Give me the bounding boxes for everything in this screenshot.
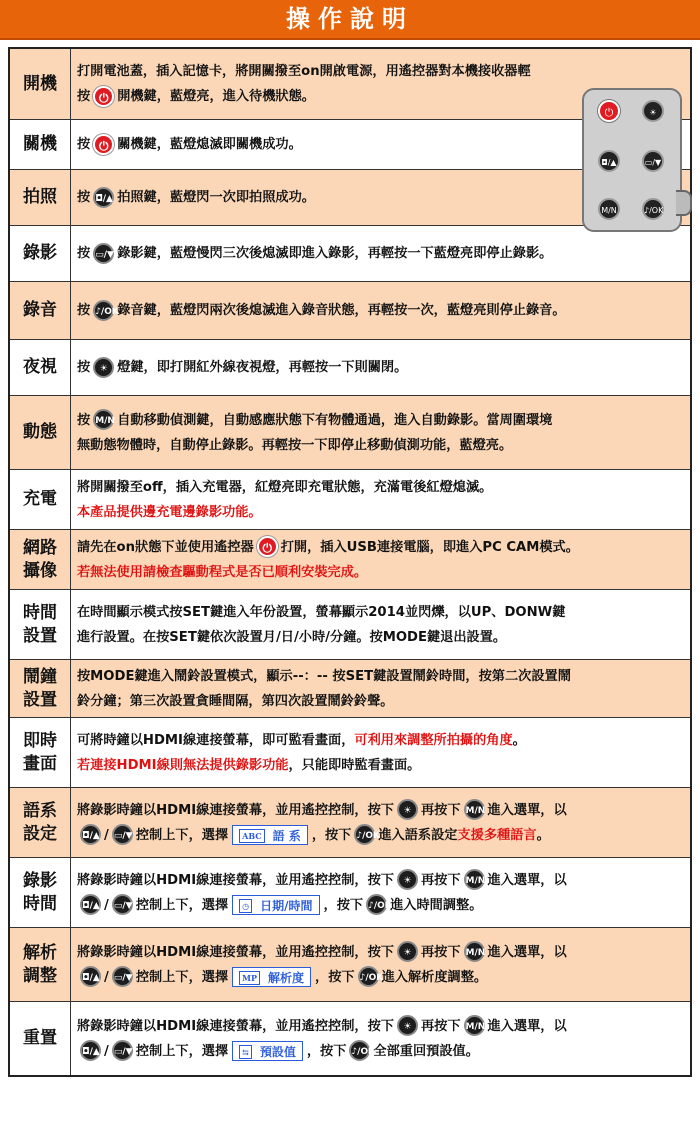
mode-new-icon: M/N <box>464 941 485 962</box>
row-label: 重置 <box>10 1002 71 1075</box>
light-icon: ☀ <box>642 100 664 122</box>
instruction-text: ，只能即時監看畫面。 <box>288 757 421 773</box>
content-line <box>77 689 684 714</box>
table-row <box>10 281 690 339</box>
menu-item-icon: ⇆ <box>239 1045 252 1059</box>
menu-item-label: 預設值 <box>259 1044 296 1059</box>
content-line <box>77 433 684 458</box>
instruction-text: 進入語系設定 <box>378 827 458 843</box>
audio-ok-icon: ♪/OK <box>642 198 664 220</box>
instruction-text: 請先在on狀態下並使用遙控器 <box>77 539 254 555</box>
table-row <box>10 1001 690 1075</box>
content-line <box>77 893 684 918</box>
power-icon: ⏻ <box>257 536 278 557</box>
instruction-text: 將錄影時鐘以HDMI線連接螢幕，並用遙控控制，按下 <box>77 872 394 888</box>
mode-new-icon: M/N <box>93 409 114 430</box>
instruction-text: 開機鍵，藍燈亮，進入待機狀態。 <box>117 89 315 104</box>
video-down-icon: ▭/▼ <box>112 966 133 987</box>
row-label: 時間 設置 <box>10 590 71 659</box>
content-line <box>77 1014 684 1039</box>
row-content <box>71 718 690 787</box>
content-line <box>77 408 684 433</box>
instruction-text: 再按下 <box>420 1018 461 1034</box>
instruction-text: 控制上下，選擇 <box>135 1043 229 1059</box>
instruction-text: ，按下 <box>306 1043 347 1059</box>
instruction-text: 在時間顯示模式按SET鍵進入年份設置，螢幕顯示2014並閃爍，以UP、DONW鍵 <box>77 604 566 620</box>
instruction-text: 進入解析度調整。 <box>381 969 488 985</box>
video-down-icon: ▭/▼ <box>642 150 664 172</box>
audio-ok-icon: ♪/OK <box>349 1040 370 1061</box>
table-row <box>10 469 690 529</box>
table-row <box>10 787 690 857</box>
instruction-text: 進入選單，以 <box>487 1018 567 1034</box>
menu-item-box <box>232 825 308 845</box>
instruction-text: ，按下 <box>315 969 355 985</box>
content-line <box>77 753 684 778</box>
mode-new-icon: M/N <box>464 869 485 890</box>
instruction-text: 控制上下，選擇 <box>135 897 229 913</box>
menu-item-box <box>232 1041 303 1061</box>
table-row <box>10 927 690 1001</box>
warning-text: 可利用來調整所拍攝的角度 <box>354 732 513 748</box>
mode-new-icon: M/N <box>464 799 485 820</box>
instruction-text: 按 <box>77 412 91 428</box>
row-content <box>71 282 690 339</box>
row-content <box>71 226 690 281</box>
row-content <box>71 396 690 469</box>
instruction-text: 鈴分鐘；第三次設置貪睡間隔，第四次設置鬧鈴鈴聲。 <box>77 693 394 709</box>
row-content <box>71 788 690 857</box>
content-line <box>77 940 684 965</box>
photo-up-icon: ◘/▲ <box>80 824 101 845</box>
instruction-text: 進入選單，以 <box>487 944 567 960</box>
menu-item-label: 日期/時間 <box>260 898 313 913</box>
content-line <box>77 798 684 823</box>
menu-item-icon: MP <box>239 971 260 985</box>
content-line <box>77 965 684 990</box>
power-icon: ⏻ <box>93 86 114 107</box>
row-label: 充電 <box>10 470 71 529</box>
title-banner <box>0 0 700 40</box>
light-icon: ☀ <box>397 1015 418 1036</box>
instruction-text: 全部重回預設值。 <box>373 1043 479 1059</box>
instruction-text: 控制上下，選擇 <box>135 969 229 985</box>
instruction-text: 進入時間調整。 <box>390 897 483 913</box>
table-row <box>10 589 690 659</box>
menu-item-label: 解析度 <box>268 970 305 985</box>
remote-lanyard-tab <box>676 190 692 216</box>
instruction-text: 按 <box>77 190 91 205</box>
photo-up-icon: ◘/▲ <box>80 966 101 987</box>
instruction-text: 打開，插入USB連接電腦，即進入PC CAM模式。 <box>280 539 579 555</box>
content-line <box>77 664 684 689</box>
remote-control-image <box>582 88 682 232</box>
table-row <box>10 339 690 395</box>
instruction-text: 按 <box>77 89 91 104</box>
instruction-text: 錄影鍵，藍燈慢閃三次後熄滅即進入錄影，再輕按一下藍燈亮即停止錄影。 <box>117 246 553 261</box>
warning-text: 支援多種語言 <box>457 827 537 843</box>
instruction-text: 將開關撥至off，插入充電器，紅燈亮即充電狀態，充滿電後紅燈熄滅。 <box>77 479 493 495</box>
content-line <box>77 560 684 585</box>
instruction-text: / <box>104 969 109 985</box>
audio-ok-icon: ♪/OK <box>358 966 379 987</box>
warning-text: 若無法使用請檢查驅動程式是否已順利安裝完成。 <box>77 564 368 580</box>
instruction-text: 進行設置。在按SET鍵依次設置月/日/小時/分鐘。按MODE鍵退出設置。 <box>77 629 507 645</box>
row-label: 動態 <box>10 396 71 469</box>
row-label: 關機 <box>10 120 71 169</box>
audio-ok-icon: ♪/OK <box>93 300 114 321</box>
content-line <box>77 868 684 893</box>
video-down-icon: ▭/▼ <box>112 824 133 845</box>
table-row <box>10 717 690 787</box>
row-label: 拍照 <box>10 170 71 225</box>
instruction-text: 再按下 <box>420 872 461 888</box>
content-line <box>77 625 684 650</box>
content-line <box>77 355 684 380</box>
menu-item-box <box>232 967 311 987</box>
row-label: 夜視 <box>10 340 71 395</box>
page-title: 操作說明 <box>286 4 414 33</box>
content-line <box>77 298 684 323</box>
instruction-text: / <box>104 897 109 913</box>
row-content <box>71 470 690 529</box>
menu-item-box <box>232 895 319 915</box>
content-line <box>77 823 684 848</box>
table-row <box>10 225 690 281</box>
instruction-text: 無動態物體時，自動停止錄影。再輕按一下即停止移動偵測功能，藍燈亮。 <box>77 437 513 453</box>
row-label: 網路 攝像 <box>10 530 71 589</box>
instruction-text: 拍照鍵，藍燈閃一次即拍照成功。 <box>117 190 315 205</box>
audio-ok-icon: ♪/OK <box>366 894 387 915</box>
instruction-text: 進入選單，以 <box>487 872 567 888</box>
instruction-text: 可將時鐘以HDMI線連接螢幕，即可監看畫面， <box>77 732 355 748</box>
instruction-text: ，按下 <box>311 827 352 843</box>
table-row <box>10 857 690 927</box>
instruction-text: 將錄影時鐘以HDMI線連接螢幕，並用遙控控制，按下 <box>77 944 394 960</box>
content-line <box>77 241 684 266</box>
content-line <box>77 600 684 625</box>
instruction-text: 將錄影時鐘以HDMI線連接螢幕，並用遙控控制，按下 <box>77 1018 394 1034</box>
instruction-text: 關機鍵，藍燈熄滅即關機成功。 <box>117 137 302 152</box>
warning-text: 本產品提供邊充電邊錄影功能。 <box>77 504 262 520</box>
photo-up-icon: ◘/▲ <box>598 150 620 172</box>
menu-item-label: 語 系 <box>272 828 301 843</box>
instruction-text: 再按下 <box>420 802 461 818</box>
instruction-text: 燈鍵，即打開紅外線夜視燈，再輕按一下則關閉。 <box>117 360 408 375</box>
light-icon: ☀ <box>397 869 418 890</box>
row-label: 即時 畫面 <box>10 718 71 787</box>
instruction-text: 再按下 <box>420 944 461 960</box>
light-icon: ☀ <box>93 357 114 378</box>
row-label: 錄影 時間 <box>10 858 71 927</box>
table-row <box>10 395 690 469</box>
light-icon: ☀ <box>397 799 418 820</box>
mode-new-icon: M/N <box>464 1015 485 1036</box>
instruction-text: 按 <box>77 360 91 375</box>
content-line <box>77 535 684 560</box>
instruction-text: 將錄影時鐘以HDMI線連接螢幕，並用遙控控制，按下 <box>77 802 394 818</box>
mode-new-icon: M/N <box>598 198 620 220</box>
instruction-text: / <box>104 827 109 843</box>
instruction-text: 按 <box>77 137 91 152</box>
warning-text: 若連接HDMI線則無法提供錄影功能 <box>77 757 289 773</box>
power-icon: ⏻ <box>93 134 114 155</box>
menu-item-icon: ◷ <box>239 899 252 913</box>
video-down-icon: ▭/▼ <box>112 1040 133 1061</box>
row-label: 解析 調整 <box>10 928 71 1001</box>
instruction-text: 打開電池蓋，插入記憶卡，將開關撥至on開啟電源，用遙控器對本機接收器輕 <box>77 64 531 79</box>
photo-up-icon: ◘/▲ <box>80 894 101 915</box>
row-label: 錄音 <box>10 282 71 339</box>
power-icon: ⏻ <box>598 100 620 122</box>
instruction-text: 按 <box>77 303 91 318</box>
instruction-text: 按MODE鍵進入鬧鈴設置模式，顯示--：-- 按SET鍵設置鬧鈴時間，按第二次設置鬧 <box>77 668 571 684</box>
instruction-text: / <box>104 1043 109 1059</box>
row-content <box>71 590 690 659</box>
instruction-text: 。 <box>536 827 550 843</box>
row-content <box>71 1002 690 1075</box>
row-label: 開機 <box>10 49 71 119</box>
instruction-text: 進入選單，以 <box>487 802 567 818</box>
content-line <box>77 500 684 525</box>
row-content <box>71 660 690 717</box>
light-icon: ☀ <box>397 941 418 962</box>
content-line <box>77 728 684 753</box>
row-label: 語系 設定 <box>10 788 71 857</box>
menu-item-icon: ABC <box>239 829 264 843</box>
content-line <box>77 475 684 500</box>
row-label: 鬧鐘 設置 <box>10 660 71 717</box>
video-down-icon: ▭/▼ <box>112 894 133 915</box>
instruction-text: 。 <box>512 732 526 748</box>
instruction-text: ，按下 <box>323 897 364 913</box>
row-content <box>71 928 690 1001</box>
instruction-text: 控制上下，選擇 <box>135 827 229 843</box>
row-content <box>71 530 690 589</box>
row-content <box>71 340 690 395</box>
instruction-text: 自動移動偵測鍵，自動感應狀態下有物體通過，進入自動錄影。當周圍環境 <box>117 412 553 428</box>
table-row <box>10 659 690 717</box>
audio-ok-icon: ♪/OK <box>354 824 375 845</box>
row-label: 錄影 <box>10 226 71 281</box>
video-down-icon: ▭/▼ <box>93 243 114 264</box>
instruction-text: 按 <box>77 246 91 261</box>
row-content <box>71 858 690 927</box>
photo-up-icon: ◘/▲ <box>93 187 114 208</box>
instruction-text: 錄音鍵，藍燈閃兩次後熄滅進入錄音狀態，再輕按一次，藍燈亮則停止錄音。 <box>117 303 566 318</box>
table-row <box>10 529 690 589</box>
content-line <box>77 1039 684 1064</box>
photo-up-icon: ◘/▲ <box>80 1040 101 1061</box>
content-line <box>77 59 684 84</box>
